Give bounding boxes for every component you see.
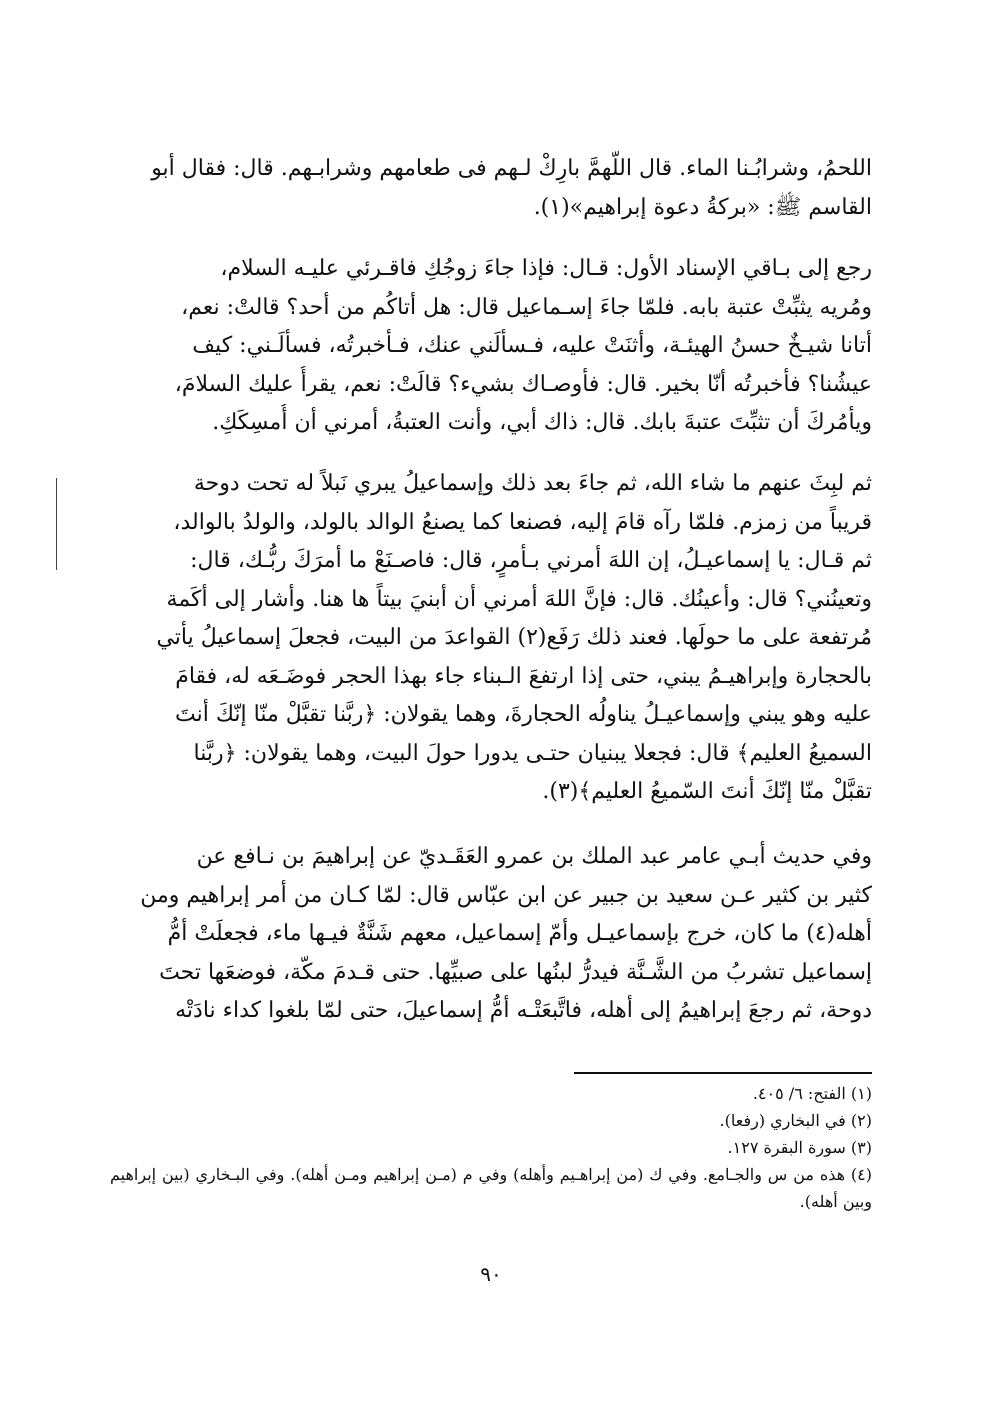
footnote-divider	[574, 1072, 872, 1074]
paragraph-2	[110, 250, 872, 443]
text-line: ثم لبِثَ عنهم ما شاء الله، ثم جاءَ بعد ذلك وإسماعيلُ يبري نَبلاً له تحت دوحة	[193, 471, 872, 496]
text-line: عيشُنا؟ فأخبرتُه أنّا بخير. قال: فأوصـاك بشيء؟ قالَتْ: نعم، يقرأُ عليك السلامَ،	[174, 371, 872, 397]
text-line: مُرتفعة على ما حولَها. فعند ذلك رَفَع(٢) القواعدَ من البيت، فجعلَ إسماعيلُ يأتي	[156, 625, 872, 650]
paragraph-1	[110, 150, 872, 227]
text-line: قريباً من زمزم. فلمّا رآه قامَ إليه، فصنعا كما يصنعُ الوالد بالولد، والولدُ بالوالد،	[173, 509, 872, 535]
text-line: وفي حديث أبـي عامر عبد الملك بن عمرو العَقَـديّ عن إبراهيمَ بن نـافع عن	[196, 844, 872, 869]
text-line: القاسم ﷺ: «بركةُ دعوة إبراهيم»(١).	[533, 194, 872, 220]
text-line: وتعينُني؟ قال: وأعينُك. قال: فإنَّ اللهَ أمرني أن أبنيَ بيتاً ها هنا. وأشار إلى أكَمة	[166, 586, 872, 612]
footnote-2: (٢) في البخاري (رفعا).	[719, 1111, 872, 1130]
text-line: رجع إلى بـاقي الإسناد الأول: قـال: فإذا جاءَ زوجُكِ فاقـرئي عليـه السلام،	[220, 256, 872, 281]
scan-margin-mark	[56, 478, 57, 570]
text-line: ثم قـال: يا إسماعيـلُ، إن اللهَ أمرني بـأمرٍ، قال: فاصـنَعْ ما أمرَكَ ربُّـك، قال:	[190, 548, 872, 573]
text-line: ويأمُركَ أن تثبِّتَ عتبةَ بابك. قال: ذاك أبي، وأنت العتبةُ، أمرني أن أُمسِكَكِ.	[212, 410, 872, 435]
text-line: كثير بن كثير عـن سعيد بن جبير عن ابن عبّاس قال: لمّا كـان من أمر إبراهيم ومن	[140, 882, 872, 908]
paragraph-3	[110, 465, 872, 812]
footnote-4: (٤) هذه من س والجـامع. وفي ك (من إبراهـيم وأهله) وفي م (مـن إبراهيم ومـن أهله). وفي البـخاري (بين إبراهيم وبين أهله).	[110, 1165, 872, 1211]
text-line: إسماعيل تشربُ من الشَّـنَّة فيدرُّ لبنُها على صبيِّها. حتى قـدمَ مكّة، فوضعَها تحتَ	[159, 959, 872, 985]
text-line: أهله(٤) ما كان، خرج بإسماعيـل وأمّ إسماعيل، معهم شَنَّةٌ فيـها ماء، فجعلَتْ أمُّ	[167, 921, 872, 946]
footnote-1: (١) الفتح: ٦/ ٤٠٥.	[752, 1084, 872, 1103]
footnote-3: (٣) سورة البقرة ١٢٧.	[727, 1138, 872, 1157]
text-line: أتانا شيـخٌ حسنُ الهيئـة، وأثنَتْ عليه، فـسألَني عنك، فـأخبرتُه، فسألَـني: كيف	[192, 333, 872, 358]
text-line: عليه وهو يبني وإسماعيـلُ يناولُه الحجارةَ، وهما يقولان: ﴿ربَّنا تقبَّلْ منّا إنّكَ أنتَ	[175, 702, 872, 727]
text-line: دوحة، ثم رجعَ إبراهيمُ إلى أهله، فاتَّبعَتْـه أمُّ إسماعيلَ، حتى لمّا بلغوا كداء نادَتْه	[175, 998, 872, 1023]
text-line: ومُريه يثبِّتْ عتبة بابه. فلمّا جاءَ إسـماعيل قال: هل أتاكُم من أحد؟ قالتْ: نعم،	[181, 294, 872, 320]
page-number: ٩٠	[480, 1262, 502, 1286]
text-line: اللحمُ، وشرابُـنا الماء. قال اللّهمَّ بارِكْ لـهم فى طعامهم وشرابـهم. قال: فقال أبو	[151, 156, 872, 181]
text-line: تقبَّلْ منّا إنّكَ أنتَ السّميعُ العليم﴾(٣).	[542, 779, 872, 804]
paragraph-4	[110, 838, 872, 1031]
footnotes	[110, 1080, 872, 1215]
text-line: بالحجارة وإبراهيـمُ يبني، حتى إذا ارتفعَ الـبناء جاء بهذا الحجر فوضَـعَه له، فقامَ	[175, 663, 872, 689]
text-line: السميعُ العليم﴾ قال: فجعلا يبنيان حتـى يدورا حولَ البيت، وهما يقولان: ﴿ربَّنا	[193, 740, 872, 766]
